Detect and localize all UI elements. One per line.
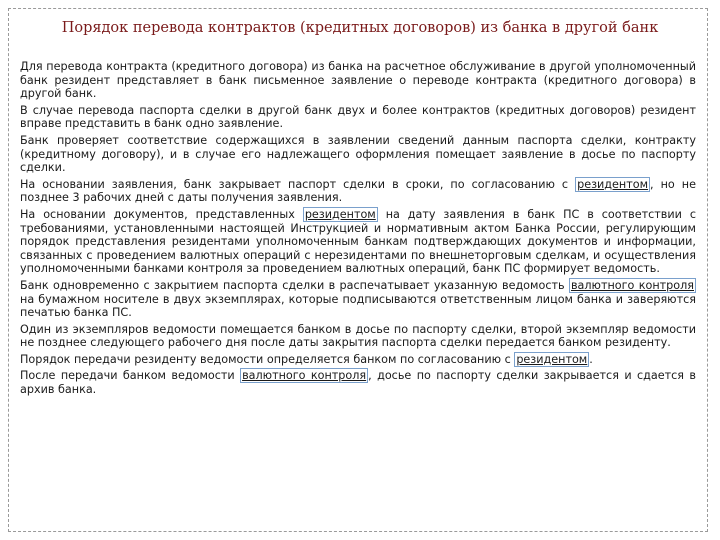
link-currency-control[interactable]: валютного контроля: [242, 369, 367, 383]
paragraph-6-text-a: Банк одновременно с закрытием паспорта сделки в распечатывает указанную ведомость: [20, 278, 569, 292]
link-resident[interactable]: резидентом: [304, 207, 376, 221]
paragraph-1: Для перевода контракта (кредитного договора) из банка на расчетное обслуживание в другой уполномоченный банк резидент представляет в банк письменное заявление о переводе контракта (кредитного договора) в другой банк.: [20, 60, 696, 101]
paragraph-8-text-b: .: [589, 352, 593, 366]
paragraph-5-text-a: На основании документов, представленных: [20, 207, 303, 221]
paragraph-9-text-a: После передачи банком ведомости: [20, 369, 241, 383]
paragraph-3: Банк проверяет соответствие содержащихся в заявлении сведений данным паспорта сделки, контракту (кредитному договору), и в случае его надлежащего оформления помещает заявление в досье по паспорту сделки.: [20, 133, 696, 175]
paragraph-6: [20, 279, 696, 320]
document-body: [20, 60, 696, 400]
paragraph-7: Один из экземпляров ведомости помещается банком в досье по паспорту сделки, второй экземпляр ведомости не позднее следующего рабочего дня после даты закрытия паспорта сделки передается банком резиденту.: [20, 322, 696, 350]
paragraph-4-text-b: , но не позднее 3 рабочих дней с даты получения заявления.: [20, 177, 696, 205]
paragraph-9: [20, 369, 696, 396]
paragraph-5-text-b: на дату заявления в банк ПС в соответствии с требованиями, установленными настоящей Инструкцией и нормативным актом Банка России, регулирующим порядок представления резидентами уполномоченным банкам подтверждающих документов и информации, связанных с проведением валютных операций с нерезидентами по внешнеторговым сделкам, и осуществления уполномоченными банками контроля за проведением валютных операций, банк ПС формирует ведомость.: [20, 207, 696, 276]
paragraph-8: [20, 353, 696, 367]
page-title: Порядок перевода контрактов (кредитных договоров) из банка в другой банк: [61, 20, 659, 36]
paragraph-9-text-b: , досье по паспорту сделки закрывается и сдается в архив банка.: [20, 369, 696, 397]
link-currency-control[interactable]: валютного контроля: [570, 278, 694, 292]
link-resident[interactable]: резидентом: [577, 177, 649, 191]
paragraph-2: В случае перевода паспорта сделки в другой банк двух и более контрактов (кредитных договоров) резидент вправе представить в банк одно заявление.: [20, 103, 696, 131]
link-resident[interactable]: резидентом: [516, 352, 588, 366]
paragraph-5: [20, 208, 696, 276]
paragraph-4: [20, 178, 696, 205]
paragraph-8-text-a: Порядок передачи резиденту ведомости определяется банком по согласованию с: [20, 352, 515, 366]
paragraph-6-text-b: на бумажном носителе в двух экземплярах, которые подписываются ответственным лицом банка и заверяются печатью банка ПС.: [20, 292, 696, 320]
paragraph-4-text-a: На основании заявления, банк закрывает паспорт сделки в сроки, по согласованию с: [20, 177, 576, 191]
